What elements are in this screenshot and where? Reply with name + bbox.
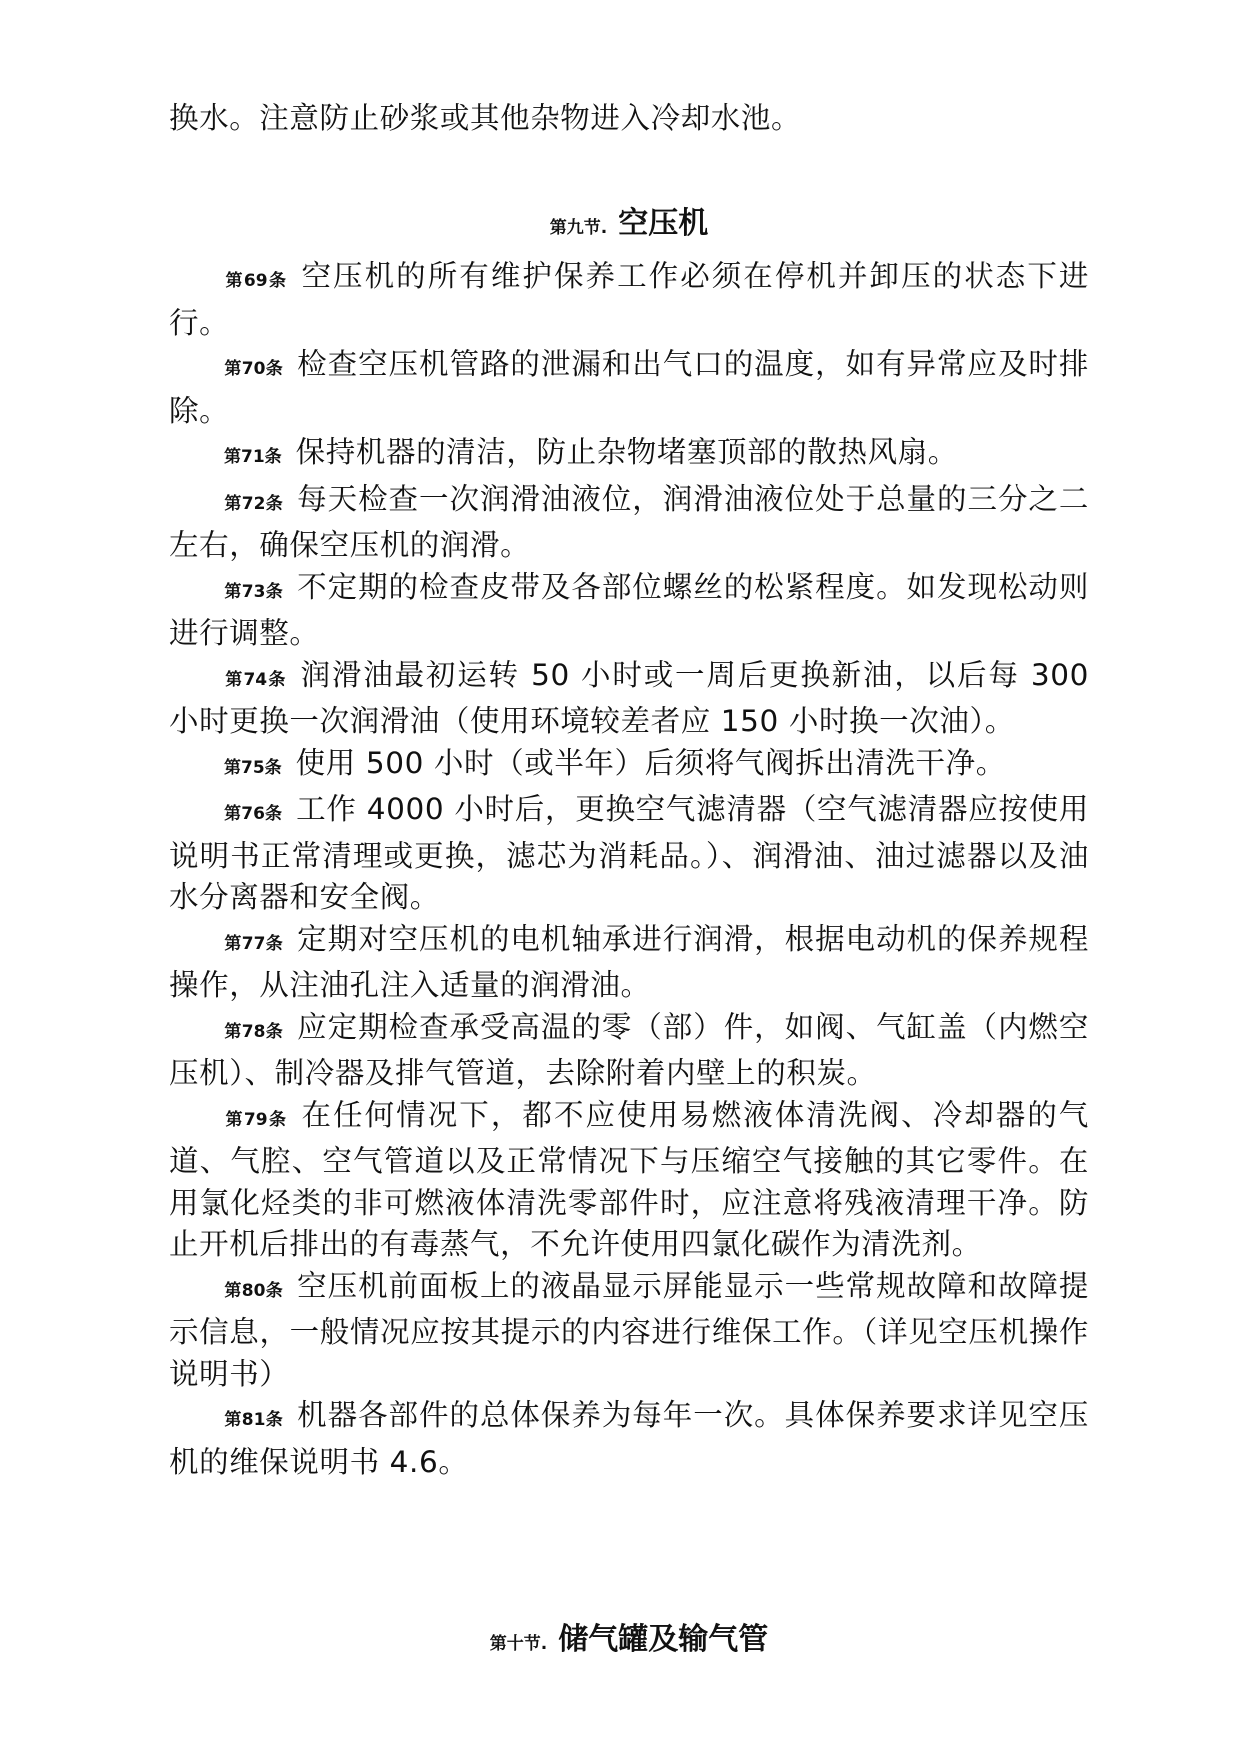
article-number: 第80条	[224, 1280, 284, 1301]
article-paragraph	[169, 432, 1089, 479]
section-heading-10	[169, 1614, 1089, 1658]
article-paragraph	[169, 1007, 1089, 1095]
lead-paragraph: 换水。注意防止砂浆或其他杂物进入冷却水池。	[169, 101, 802, 135]
article-text: 空压机的所有维护保养工作必须在停机并卸压的状态下进行。	[169, 259, 1089, 340]
article-text: 润滑油最初运转 50 小时或一周后更换新油，以后每 300 小时更换一次润滑油（使用环境较差者应 150 小时换一次油）。	[169, 657, 1089, 738]
article-text: 工作 4000 小时后，更换空气滤清器（空气滤清器应按使用说明书正常清理或更换，滤芯为消耗品。）、润滑油、油过滤器以及油水分离器和安全阀。	[169, 792, 1089, 914]
article-number: 第69条	[224, 271, 288, 291]
article-text: 机器各部件的总体保养为每年一次。具体保养要求详见空压机的维保说明书 4.6。	[169, 1398, 1089, 1479]
article-paragraph	[169, 919, 1089, 1007]
article-number: 第74条	[224, 669, 287, 690]
article-text: 空压机前面板上的液晶显示屏能显示一些常规故障和故障提示信息，一般情况应按其提示的内容进行维保工作。（详见空压机操作说明书）	[169, 1268, 1089, 1391]
article-paragraph	[169, 743, 1089, 790]
article-number: 第75条	[224, 757, 282, 778]
article-number: 第77条	[224, 933, 284, 954]
article-paragraph	[169, 479, 1089, 567]
article-number: 第71条	[224, 447, 282, 467]
article-paragraph	[169, 1095, 1089, 1266]
article-paragraph	[169, 655, 1089, 743]
article-text: 保持机器的清洁，防止杂物堵塞顶部的散热风扇。	[295, 435, 958, 469]
article-number: 第79条	[224, 1109, 288, 1130]
article-paragraph	[169, 1395, 1089, 1483]
article-text: 检查空压机管路的泄漏和出气口的温度，如有异常应及时排除。	[169, 347, 1089, 428]
article-number: 第78条	[224, 1021, 284, 1042]
section-title: 空压机	[618, 206, 709, 241]
article-number: 第73条	[224, 581, 284, 602]
article-text: 使用 500 小时（或半年）后须将气阀拆出清洗干净。	[295, 745, 1006, 780]
article-text: 定期对空压机的电机轴承进行润滑，根据电动机的保养规程操作，从注油孔注入适量的润滑油。	[169, 921, 1089, 1002]
section-number: 第九节.	[549, 218, 608, 238]
article-number: 第70条	[224, 359, 284, 379]
section-number: 第十节.	[489, 1634, 548, 1654]
article-paragraph	[169, 256, 1089, 344]
article-paragraph	[169, 1266, 1089, 1396]
article-number: 第72条	[224, 493, 284, 514]
article-text: 不定期的检查皮带及各部位螺丝的松紧程度。如发现松动则进行调整。	[169, 569, 1089, 650]
article-paragraph	[169, 789, 1089, 919]
section-heading-9	[169, 198, 1089, 242]
article-paragraph	[169, 344, 1089, 432]
section-title: 储气罐及输气管	[558, 1622, 769, 1657]
article-text: 在任何情况下，都不应使用易燃液体清洗阀、冷却器的气道、气腔、空气管道以及正常情况下与压缩空气接触的其它零件。在用氯化烃类的非可燃液体清洗零部件时，应注意将残液清理干净。防止开机后排出的有毒蒸气，不允许使用四氯化碳作为清洗剂。	[169, 1097, 1089, 1261]
article-text: 应定期检查承受高温的零（部）件，如阀、气缸盖（内燃空压机）、制冷器及排气管道，去除附着内壁上的积炭。	[169, 1009, 1089, 1090]
article-number: 第81条	[224, 1410, 284, 1430]
article-paragraph	[169, 567, 1089, 655]
article-text: 每天检查一次润滑油液位，润滑油液位处于总量的三分之二左右，确保空压机的润滑。	[169, 481, 1089, 562]
section-body-9	[169, 256, 1089, 1483]
article-number: 第76条	[224, 804, 283, 824]
